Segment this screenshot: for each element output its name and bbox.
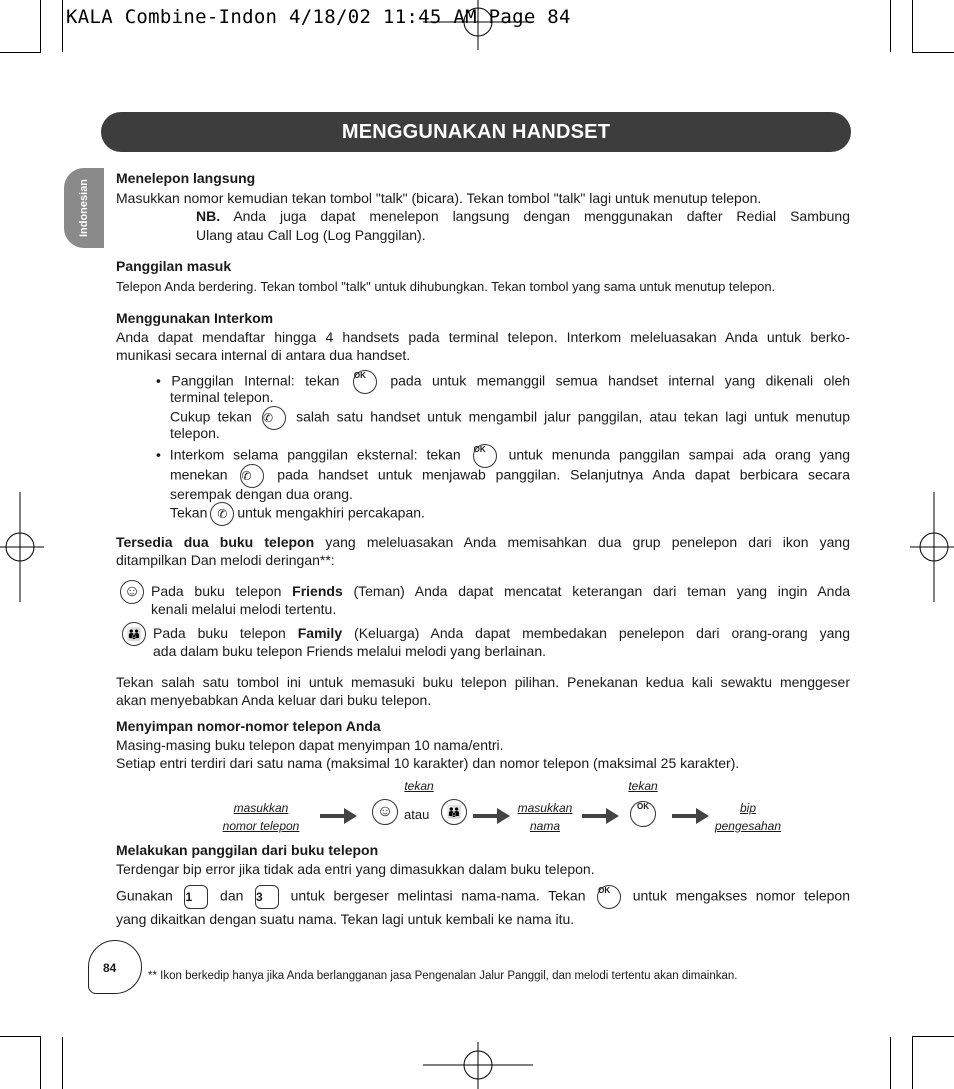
- section-heading: Melakukan panggilan dari buku telepon: [116, 842, 379, 858]
- crop-mark: [890, 1037, 891, 1089]
- footnote: ** Ikon berkedip hanya jika Anda berlangganan jasa Pengenalan Jalur Panggil, dan melodi tertentu akan dimainkan.: [148, 970, 738, 982]
- crop-mark: [0, 1036, 41, 1037]
- friends-icon: ☺: [120, 580, 144, 604]
- paragraph: munikasi secara internal di antara dua handset.: [116, 347, 411, 363]
- friends-icon: ☺: [372, 799, 398, 825]
- flow-step-enter-number: masukkan nomor telepon: [222, 801, 300, 833]
- section-heading: Menggunakan Interkom: [116, 310, 274, 326]
- friends-line: Pada buku telepon Friends (Teman) Anda dapat mencatat keterangan dari teman yang ingin Anda: [151, 583, 851, 599]
- flow-label-press: tekan: [404, 779, 434, 793]
- crop-mark: [912, 52, 954, 53]
- language-tab-label: Indonesian: [78, 178, 90, 238]
- flow-label-or: atau: [404, 807, 430, 822]
- talk-key-icon: ✆: [262, 406, 286, 430]
- page-number-badge: [88, 940, 142, 994]
- ok-key-icon: OK: [473, 444, 497, 468]
- bullet-line: telepon.: [170, 425, 220, 441]
- paragraph: Gunakan 1 dan 3 untuk bergeser melintasi nama-nama. Tekan OK untuk mengakses nomor telepon: [116, 885, 850, 909]
- section-heading: Menyimpan nomor-nomor telepon Anda: [116, 718, 381, 734]
- flow-step-enter-name: masukkan nama: [517, 801, 573, 833]
- bullet-line: menekan ✆ pada handset untuk menjawab panggilan. Selanjutnya Anda dapat berbicara secara: [170, 464, 850, 488]
- bullet-line: Tekan ✆ untuk mengakhiri percakapan.: [170, 502, 425, 526]
- family-line: ada dalam buku telepon Friends melalui melodi yang berlainan.: [153, 643, 547, 659]
- flow-label-press: tekan: [628, 779, 658, 793]
- arrow-icon: [582, 807, 620, 825]
- friends-line: kenali melalui melodi tertentu.: [151, 601, 337, 617]
- section-heading: Menelepon langsung: [116, 170, 256, 186]
- arrow-icon: [320, 807, 358, 825]
- paragraph: yang dikaitkan dengan suatu nama. Tekan lagi untuk kembali ke nama itu.: [116, 911, 575, 927]
- ok-key-icon: OK: [353, 370, 377, 394]
- family-icon: 👪: [441, 799, 467, 825]
- bullet-line: Cukup tekan ✆ salah satu handset untuk mengambil jalur panggilan, atau tekan lagi untuk menutup: [170, 406, 850, 430]
- talk-key-icon: ✆: [240, 464, 264, 488]
- arrow-icon: [473, 807, 511, 825]
- paragraph: Setiap entri terdiri dari satu nama (maksimal 10 karakter) dan nomor telepon (maksimal 25 karakter).: [116, 755, 740, 771]
- paragraph: ditampilkan Dan melodi deringan**:: [116, 552, 335, 568]
- print-slug: KALA Combine-Indon 4/18/02 11:45 AM Page 84: [66, 6, 571, 28]
- paragraph: Tersedia dua buku telepon yang meleluasakan Anda memisahkan dua grup penelepon dari ikon yang: [116, 534, 850, 550]
- arrow-icon: [672, 807, 710, 825]
- crop-mark: [0, 52, 41, 53]
- flow-step-confirm-beep: bip pengesahan: [714, 801, 782, 833]
- crop-mark: [62, 1037, 63, 1089]
- paragraph: Tekan salah satu tombol ini untuk memasuki buku telepon pilihan. Penekanan kedua kali sewaktu menggeser: [116, 674, 850, 690]
- phonebook-heading: Tersedia dua buku telepon: [116, 534, 315, 550]
- bullet-line: • Panggilan Internal: tekan OK pada untuk memanggil semua handset internal yang dikenali oleh: [156, 370, 850, 394]
- paragraph: Terdengar bip error jika tidak ada entri yang dimasukkan dalam buku telepon.: [116, 861, 595, 877]
- note-label: NB.: [196, 208, 221, 224]
- crop-mark: [912, 1037, 913, 1089]
- crop-mark: [40, 0, 41, 52]
- note-line: Ulang atau Call Log (Log Panggilan).: [196, 227, 426, 243]
- paragraph: akan menyebabkan Anda keluar dari buku telepon.: [116, 692, 432, 708]
- family-line: Pada buku telepon Family (Keluarga) Anda dapat membedakan penelepon dari orang-orang yang: [153, 625, 850, 641]
- family-icon: 👪: [122, 622, 146, 646]
- language-tab: [64, 168, 104, 248]
- key-3-icon: 3: [255, 885, 279, 909]
- registration-mark-left: [0, 492, 44, 602]
- talk-key-icon: ✆: [210, 502, 234, 526]
- registration-mark-bottom: [423, 1040, 533, 1089]
- crop-mark: [912, 0, 913, 52]
- note-line: [196, 207, 850, 225]
- crop-mark: [62, 0, 63, 52]
- crop-mark: [890, 0, 891, 52]
- crop-mark: [40, 1037, 41, 1089]
- ok-key-icon: OK: [630, 801, 656, 827]
- paragraph: Masukkan nomor kemudian tekan tombol "talk" (bicara). Tekan tombol "talk" lagi untuk menutup telepon.: [116, 190, 762, 206]
- bullet-line: terminal telepon.: [170, 389, 274, 405]
- bullet-line: serempak dengan dua orang.: [170, 486, 353, 502]
- ok-key-icon: OK: [597, 885, 621, 909]
- paragraph: Masing-masing buku telepon dapat menyimpan 10 nama/entri.: [116, 737, 504, 753]
- crop-mark: [912, 1036, 954, 1037]
- page-title: MENGGUNAKAN HANDSET: [101, 112, 851, 152]
- registration-mark-right: [910, 492, 954, 602]
- paragraph: Anda dapat mendaftar hingga 4 handsets pada terminal telepon. Interkom meleluasakan Anda untuk berko-: [116, 329, 850, 345]
- page-number: 84: [103, 961, 117, 975]
- section-heading: Panggilan masuk: [116, 258, 232, 274]
- paragraph: Telepon Anda berdering. Tekan tombol "talk" untuk dihubungkan. Tekan tombol yang sama untuk menutup telepon.: [116, 279, 776, 294]
- note-text: Anda juga dapat menelepon langsung dengan menggunakan dafter Redial Sambung: [233, 208, 851, 224]
- key-1-icon: 1: [184, 885, 208, 909]
- bullet-line: • Interkom selama panggilan eksternal: tekan OK untuk menunda panggilan sampai ada orang yang: [156, 444, 850, 468]
